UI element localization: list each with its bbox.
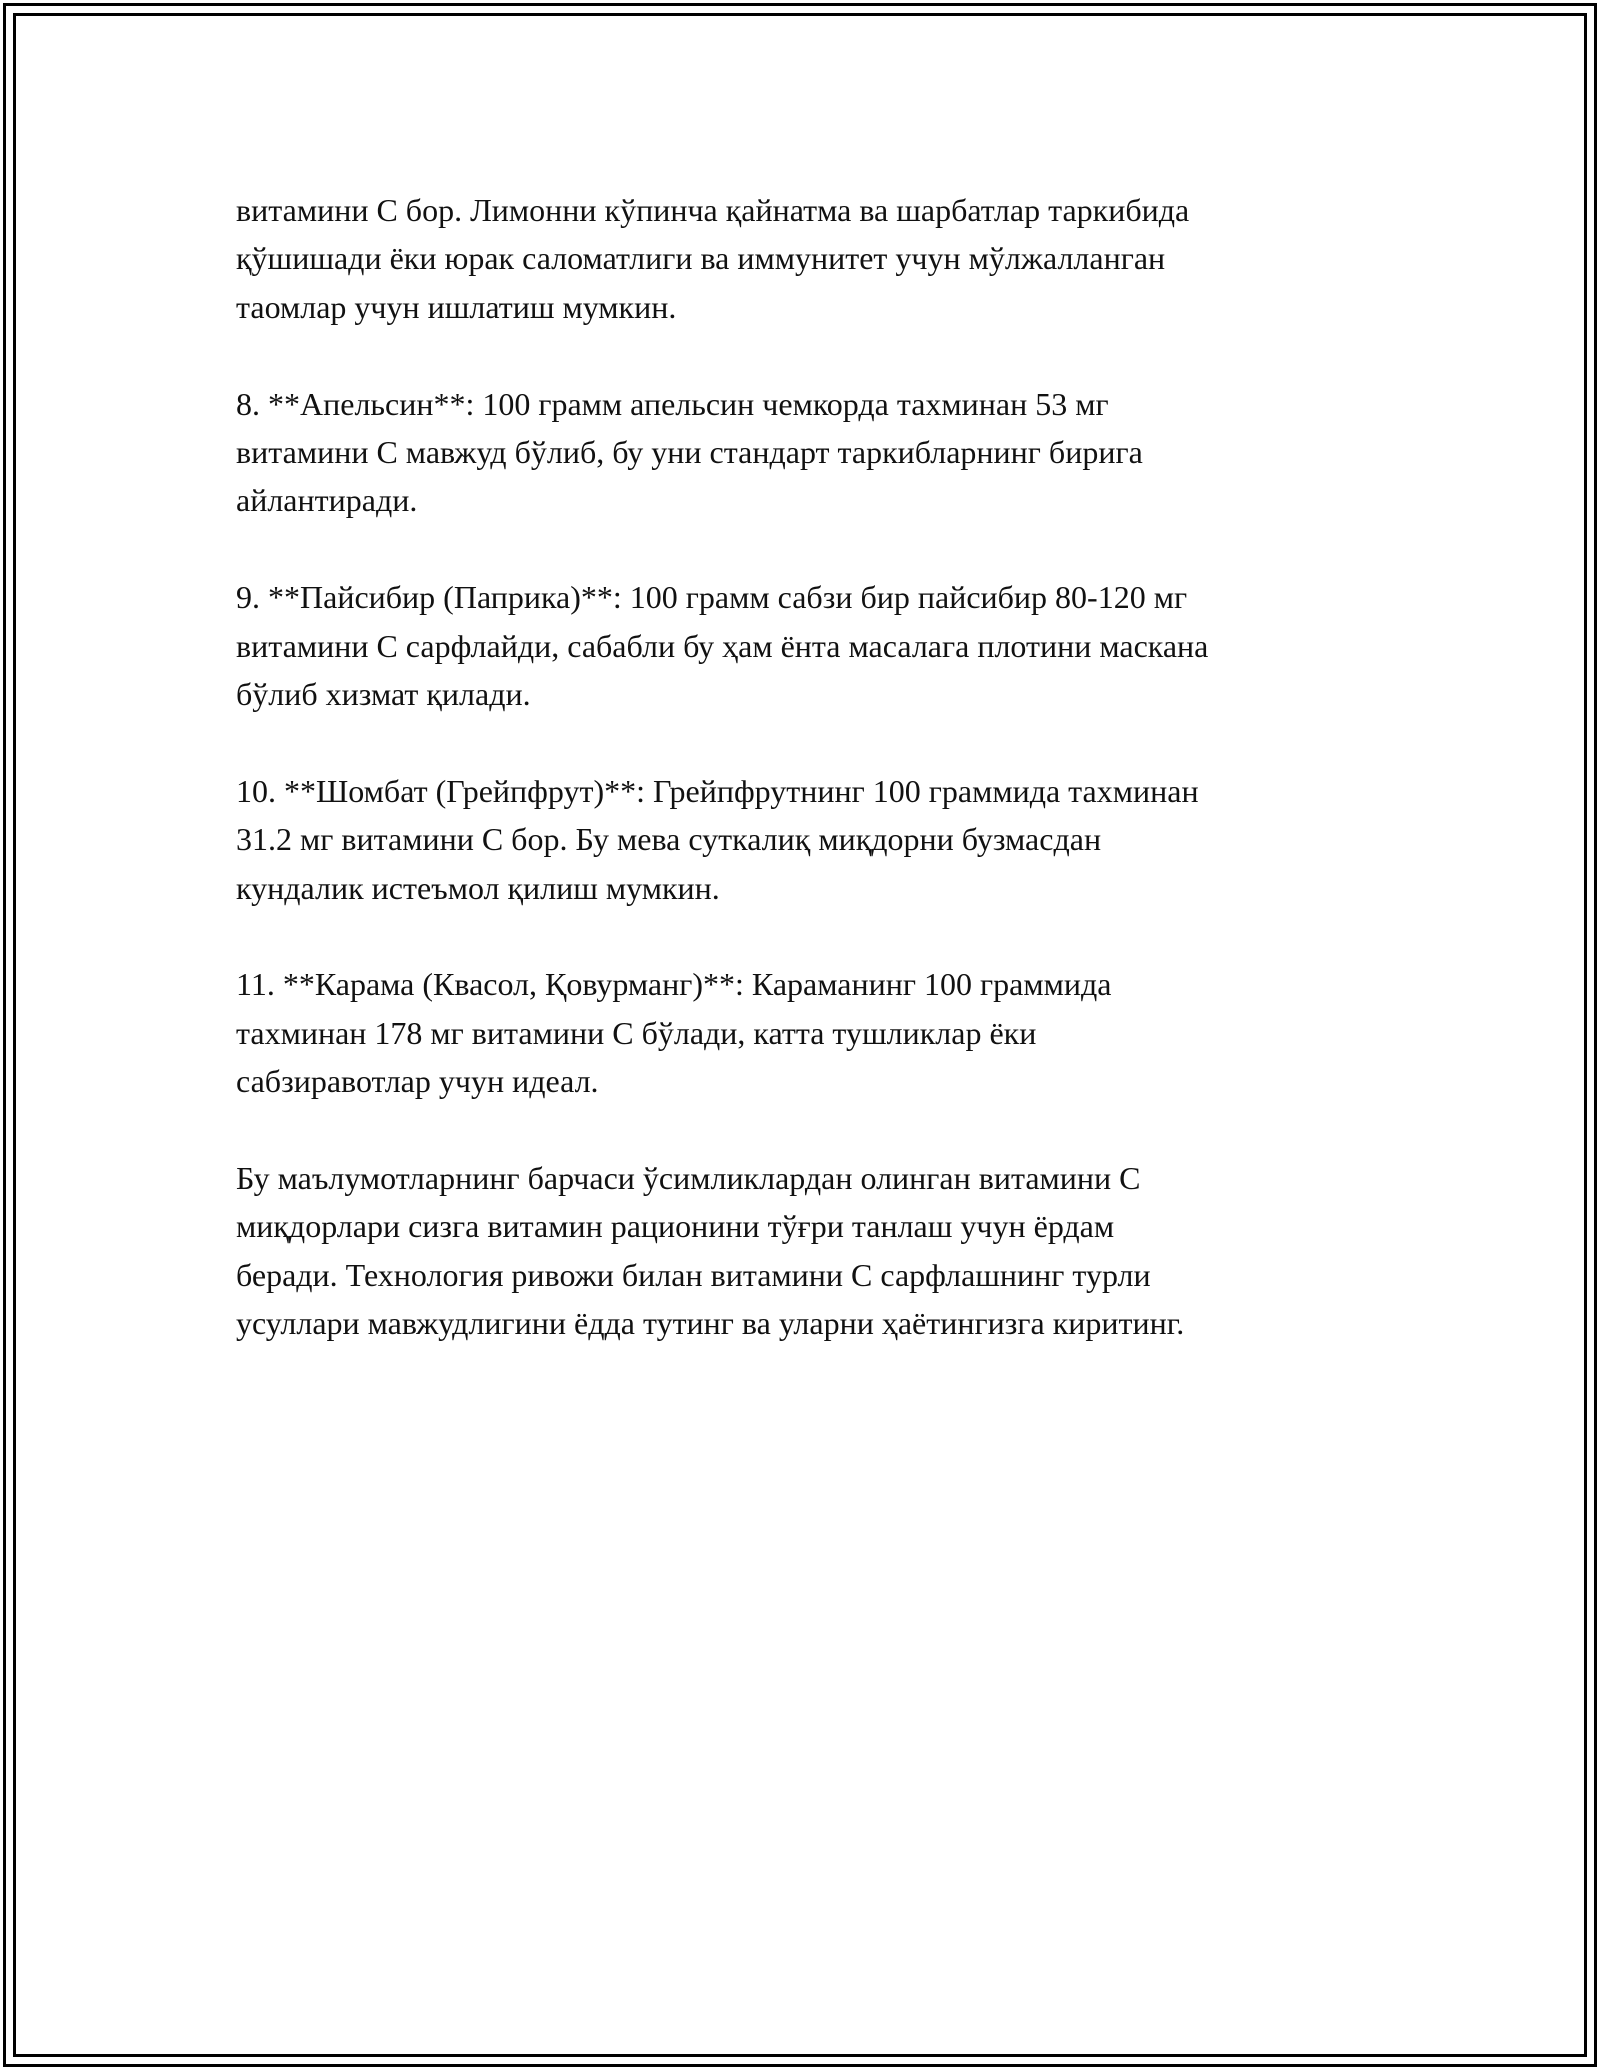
paragraph-lemon-continuation	[236, 186, 1376, 331]
text-line: бўлиб хизмат қилади.	[236, 676, 531, 713]
text-line: қўшишади ёки юрак саломатлиги ва иммунитет учун мўлжалланган	[236, 240, 1166, 277]
text-line: витамини С сарфлайди, сабабли бу ҳам ёнта масалага плотини маскана	[236, 627, 1209, 664]
list-item-cabbage	[236, 960, 1376, 1105]
document-body	[236, 186, 1376, 1396]
text-line: айлантиради.	[236, 482, 418, 519]
text-line: миқдорлари сизга витамин рационини тўғри танлаш учун ёрдам	[236, 1208, 1115, 1245]
text-line: 11. **Карама (Квасол, Қовурманг)**: Караманинг 100 граммида	[236, 966, 1112, 1003]
text-line: усуллари мавжудлигини ёдда тутинг ва уларни ҳаётингизга киритинг.	[236, 1305, 1185, 1342]
text-line: таомлар учун ишлатиш мумкин.	[236, 288, 677, 325]
text-line: 8. **Апельсин**: 100 грамм апельсин чемкорда тахминан 53 мг	[236, 385, 1109, 422]
list-item-paprika	[236, 573, 1376, 718]
text-line: 10. **Шомбат (Грейпфрут)**: Грейпфрутнинг 100 граммида тахминан	[236, 772, 1199, 809]
list-item-grapefruit	[236, 767, 1376, 912]
paragraph-conclusion	[236, 1154, 1376, 1348]
text-line: беради. Технология ривожи билан витамини С сарфлашнинг турли	[236, 1256, 1151, 1293]
text-line: кундалик истеъмол қилиш мумкин.	[236, 869, 720, 906]
text-line: 31.2 мг витамини С бор. Бу мева суткалиқ миқдорни бузмасдан	[236, 821, 1102, 858]
text-line: витамини С бор. Лимонни кўпинча қайнатма ва шарбатлар таркибида	[236, 192, 1190, 228]
text-line: тахминан 178 мг витамини С бўлади, катта тушликлар ёки	[236, 1014, 1037, 1051]
text-line: витамини С мавжуд бўлиб, бу уни стандарт таркибларнинг бирига	[236, 434, 1143, 471]
text-line: сабзиравотлар учун идеал.	[236, 1063, 599, 1100]
text-line: Бу маълумотларнинг барчаси ўсимликлардан олинган витамини С	[236, 1160, 1141, 1197]
text-line: 9. **Пайсибир (Паприка)**: 100 грамм сабзи бир пайсибир 80-120 мг	[236, 579, 1188, 616]
list-item-orange	[236, 380, 1376, 525]
